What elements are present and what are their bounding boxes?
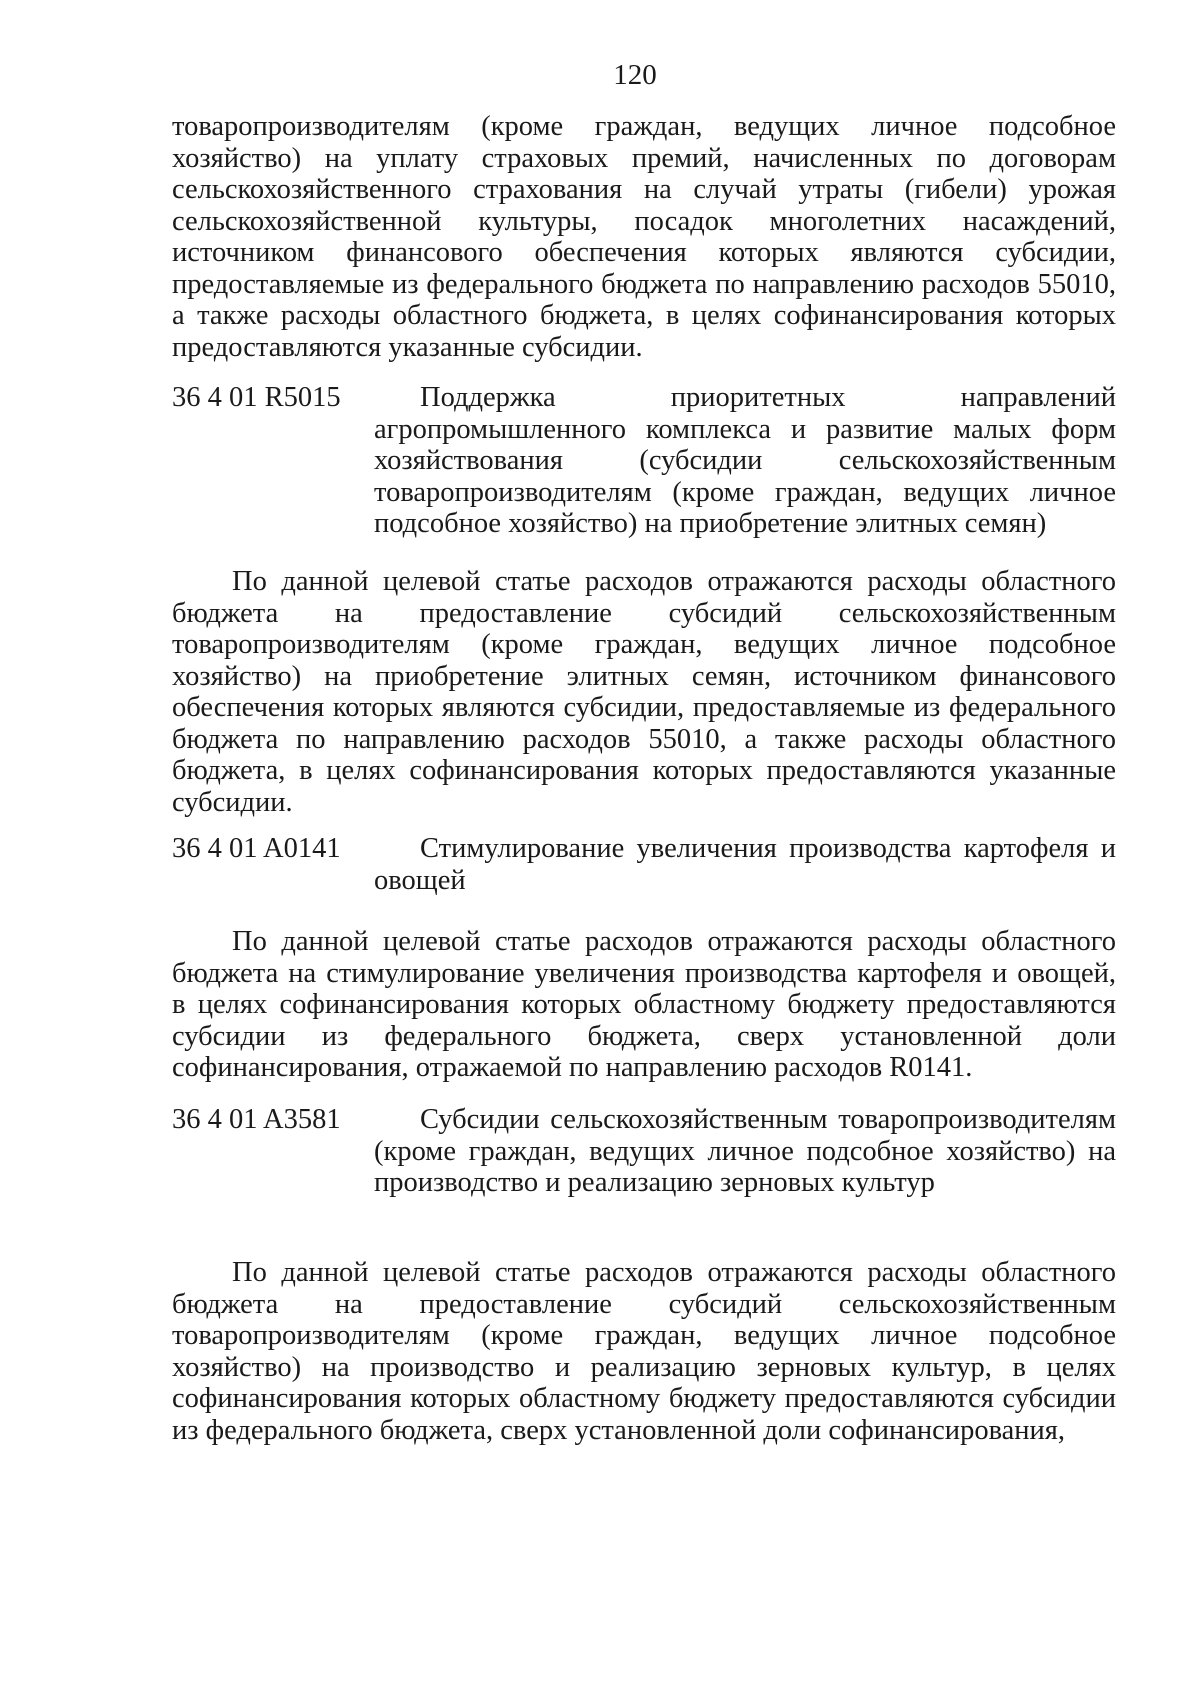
- entry-title: Стимулирование увеличения производства картофеля и овощей: [374, 833, 1116, 896]
- paragraph-r5015-description: По данной целевой статье расходов отражаются расходы областного бюджета на предоставление субсидий сельскохозяйственным товаропроизводителям (кроме граждан, ведущих личное подсобное хозяйство) на приобретение элитных семян, источником финансового обеспечения которых являются субсидии, предоставляемые из федерального бюджета по направлению расходов 55010, а также расходы областного бюджета, в целях софинансирования которых предоставляются указанные субсидии.: [172, 566, 1116, 818]
- entry-code: 36 4 01 R5015: [172, 382, 341, 413]
- paragraph-a3581-description: По данной целевой статье расходов отражаются расходы областного бюджета на предоставление субсидий сельскохозяйственным товаропроизводителям (кроме граждан, ведущих личное подсобное хозяйство) на производство и реализацию зерновых культур, в целях софинансирования которых областному бюджету предоставляются субсидии из федерального бюджета, сверх установленной доли софинансирования,: [172, 1257, 1116, 1446]
- paragraph-continuation: товаропроизводителям (кроме граждан, ведущих личное подсобное хозяйство) на уплату страховых премий, начисленных по договорам сельскохозяйственного страхования на случай утраты (гибели) урожая сельскохозяйственной культуры, посадок многолетних насаждений, источником финансового обеспечения которых являются субсидии, предоставляемые из федерального бюджета по направлению расходов 55010, а также расходы областного бюджета, в целях софинансирования которых предоставляются указанные субсидии.: [172, 111, 1116, 363]
- budget-entry-a3581: [172, 1104, 1116, 1199]
- entry-code: 36 4 01 A3581: [172, 1104, 341, 1135]
- budget-entry-r5015: [172, 382, 1116, 540]
- entry-code: 36 4 01 A0141: [172, 833, 341, 864]
- paragraph-a0141-description: По данной целевой статье расходов отражаются расходы областного бюджета на стимулирование увеличения производства картофеля и овощей, в целях софинансирования которых областному бюджету предоставляются субсидии из федерального бюджета, сверх установленной доли софинансирования, отражаемой по направлению расходов R0141.: [172, 926, 1116, 1083]
- entry-title: Поддержка приоритетных направлений агропромышленного комплекса и развитие малых форм хозяйствования (субсидии сельскохозяйственным товаропроизводителям (кроме граждан, ведущих личное подсобное хозяйство) на приобретение элитных семян): [374, 382, 1116, 539]
- budget-entry-a0141: [172, 833, 1116, 896]
- entry-title: Субсидии сельскохозяйственным товаропроизводителям (кроме граждан, ведущих личное подсобное хозяйство) на производство и реализацию зерновых культур: [374, 1104, 1116, 1198]
- page-number: 120: [613, 59, 657, 91]
